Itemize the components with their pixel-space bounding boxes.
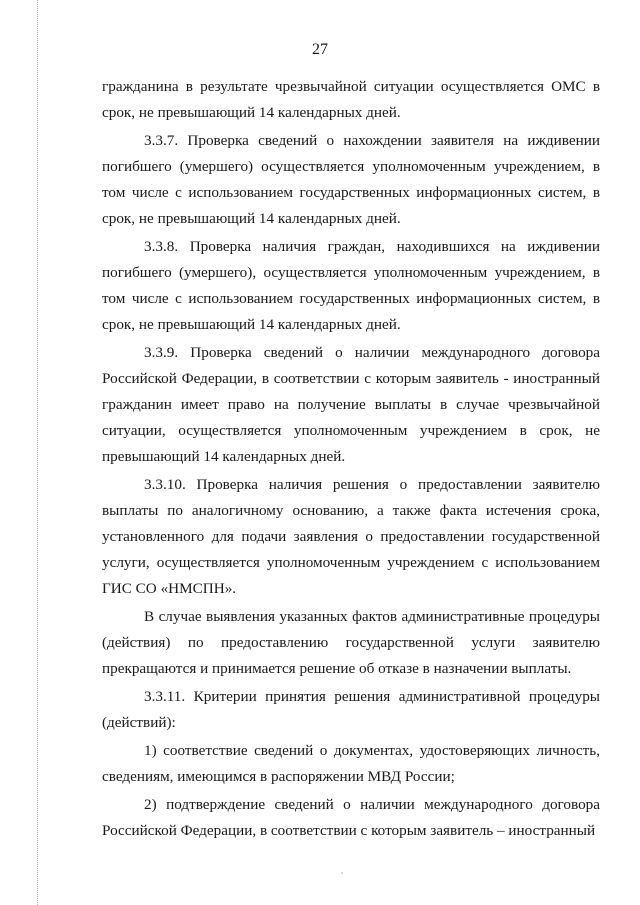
paragraph-3-3-11: 3.3.11. Критерии принятия решения административной процедуры (действий): bbox=[102, 688, 600, 731]
criteria-item-2: 2) подтверждение сведений о наличии международного договора Российской Федерации, в соответствии с которым заявитель – иностранный bbox=[102, 796, 600, 839]
scan-speck bbox=[341, 872, 343, 874]
paragraph-3-3-8: 3.3.8. Проверка наличия граждан, находившихся на иждивении погибшего (умершего), осуществляется уполномоченным учреждением, в том числе с использованием государственных информационных систем, в срок, не превышающий 14 календарных дней. bbox=[102, 238, 600, 333]
criteria-item-1: 1) соответствие сведений о документах, удостоверяющих личность, сведениям, имеющимся в распоряжении МВД России; bbox=[102, 742, 600, 785]
paragraph-3-3-9: 3.3.9. Проверка сведений о наличии международного договора Российской Федерации, в соответствии с которым заявитель - иностранный гражданин имеет право на получение выплаты в случае чрезвычайной ситуации, осуществляется уполномоченным учреждением в срок, не превышающий 14 календарных дней. bbox=[102, 344, 600, 465]
paragraph-termination-note: В случае выявления указанных фактов административные процедуры (действия) по предоставлению государственной услуги заявителю прекращаются и принимается решение об отказе в назначении выплаты. bbox=[102, 608, 600, 677]
paragraph-3-3-10: 3.3.10. Проверка наличия решения о предоставлении заявителю выплаты по аналогичному основанию, а также факта истечения срока, установленного для подачи заявления о предоставлении государственной услуги, осуществляется уполномоченным учреждением с использованием ГИС СО «НМСПН». bbox=[102, 476, 600, 597]
page-number: 27 bbox=[312, 41, 328, 58]
document-body bbox=[102, 74, 600, 846]
paragraph-3-3-7: 3.3.7. Проверка сведений о нахождении заявителя на иждивении погибшего (умершего) осуществляется уполномоченным учреждением, в том числе с использованием государственных информационных систем, в срок, не превышающий 14 календарных дней. bbox=[102, 132, 600, 227]
left-margin-dotted-line bbox=[37, 0, 38, 905]
paragraph-continuation: гражданина в результате чрезвычайной ситуации осуществляется ОМС в срок, не превышающий 14 календарных дней. bbox=[102, 78, 600, 121]
